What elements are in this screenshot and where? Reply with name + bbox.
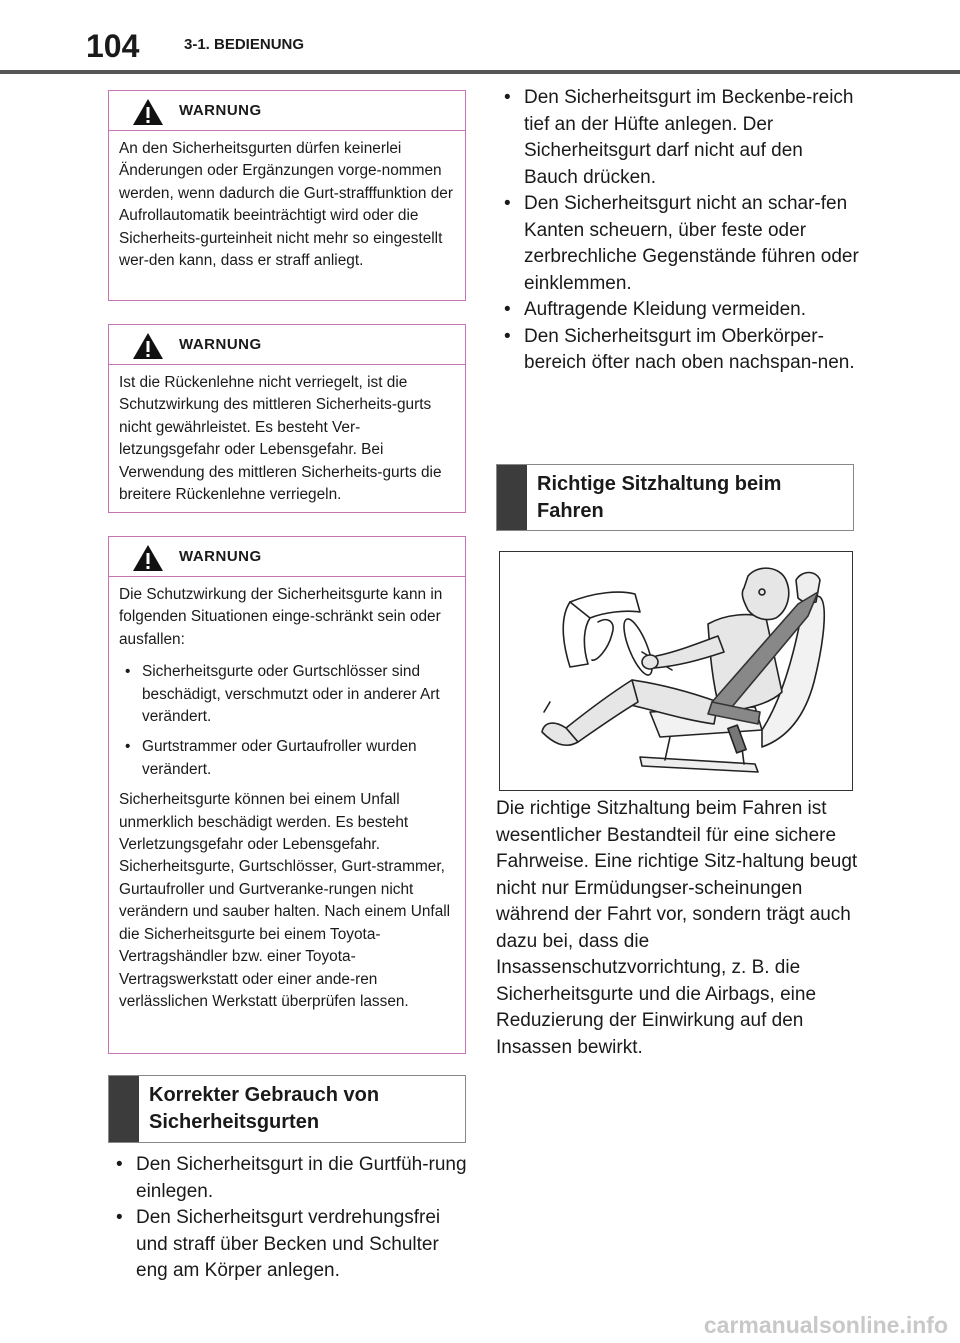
list-item: • Den Sicherheitsgurt im Beckenbe-reich tief an der Hüfte anlegen. Der Sicherheitsgurt darf nicht auf den Bauch drücken.	[496, 85, 860, 191]
section-heading-posture	[496, 464, 854, 531]
list-item: • Den Sicherheitsgurt nicht an schar-fen Kanten scheuern, über feste oder zerbrechliche Gegenstände führen oder einklemmen.	[496, 191, 860, 297]
warning-body	[109, 131, 465, 288]
usage-list-right	[496, 85, 860, 377]
warning-body	[109, 577, 465, 1029]
posture-paragraph: Die richtige Sitzhaltung beim Fahren ist wesentlicher Bestandteil für eine sichere Fahrweise. Eine richtige Sitz-haltung beugt nicht nur Ermüdungser-scheinungen während der Fahrt vor, sondern trägt auch dazu bei, dass die Insassenschutzvorrichtung, z. B. die Sicherheitsgurte und die Airbags, eine Reduzierung der Einwirkung auf den Insassen bewirkt.	[496, 798, 858, 1058]
section-heading-seatbelt-use	[108, 1075, 466, 1143]
warning-box-2	[108, 324, 466, 513]
list-item: • Den Sicherheitsgurt im Oberkörper-bereich öfter nach oben nachspan-nen.	[496, 324, 860, 377]
warning-body	[109, 365, 465, 522]
warning-bullet: • Gurtstrammer oder Gurtaufroller wurden verändert.	[119, 736, 455, 781]
warning-text: Ist die Rückenlehne nicht verriegelt, ist die Schutzwirkung des mittleren Sicherheits-gurts nicht gewährleistet. Es besteht Ver-letzungsgefahr oder Lebensgefahr. Bei Verwendung des mittleren Sicherheits-gurts die breitere Rückenlehne verriegeln.	[119, 374, 442, 504]
warning-header	[109, 537, 465, 577]
header-divider	[0, 70, 960, 74]
page-header	[0, 0, 960, 76]
list-item-text: Den Sicherheitsgurt verdrehungsfrei und straff über Becken und Schulter eng am Körper anlegen.	[136, 1207, 441, 1281]
warning-title: WARNUNG	[179, 548, 262, 565]
section-title: 3-1. BEDIENUNG	[184, 36, 305, 53]
warning-box-1	[108, 90, 466, 301]
heading-text: Korrekter Gebrauch von Sicherheitsgurten	[149, 1084, 380, 1133]
warning-text: An den Sicherheitsgurten dürfen keinerlei Änderungen oder Ergänzungen vorge-nommen werden, wenn dadurch die Gurt-strafffunktion der Aufrollautomatik beeinträchtigt wird oder die Sicherheits-gurteinheit nicht mehr so eingestellt wer-den kann, dass er straff anliegt.	[119, 140, 453, 270]
warning-bullet: • Sicherheitsgurte oder Gurtschlösser sind beschädigt, verschmutzt oder in anderer Art verändert.	[119, 661, 455, 728]
list-item: • Den Sicherheitsgurt in die Gurtfüh-rung einlegen.	[108, 1152, 470, 1205]
heading-text: Richtige Sitzhaltung beim Fahren	[537, 473, 782, 522]
warning-intro: Die Schutzwirkung der Sicherheitsgurte kann in folgenden Situationen einge-schränkt sein oder ausfallen:	[119, 586, 443, 648]
driver-seat-illustration	[500, 552, 852, 790]
page-number: 104	[86, 28, 140, 64]
list-item: • Auftragende Kleidung vermeiden.	[496, 297, 860, 324]
warning-header	[109, 325, 465, 365]
heading-bar	[497, 465, 527, 530]
warning-triangle-icon	[131, 97, 165, 127]
warning-title: WARNUNG	[179, 102, 262, 119]
watermark: carmanualsonline.info	[703, 1312, 948, 1338]
driving-posture-illustration	[499, 551, 853, 791]
warning-triangle-icon	[131, 331, 165, 361]
warning-outro: Sicherheitsgurte können bei einem Unfall unmerklich beschädigt werden. Es besteht Verletzungsgefahr oder Lebensgefahr. Sicherheitsgurte, Gurtschlösser, Gurt-strammer, Gurtaufroller und Gurtveranke-rungen nicht verändern und sauber halten. Nach einem Unfall die Sicherheitsgurte bei einem Toyota-Vertragshändler bzw. einer Toyota-Vertragswerkstatt oder einer ande-ren verlässlichen Werkstatt überprüfen lassen.	[119, 791, 451, 1010]
list-item-continued	[108, 1205, 470, 1285]
warning-box-3	[108, 536, 466, 1054]
warning-triangle-icon	[131, 543, 165, 573]
usage-list-left	[108, 1152, 470, 1285]
warning-title: WARNUNG	[179, 336, 262, 353]
warning-header	[109, 91, 465, 131]
heading-bar	[109, 1076, 139, 1142]
